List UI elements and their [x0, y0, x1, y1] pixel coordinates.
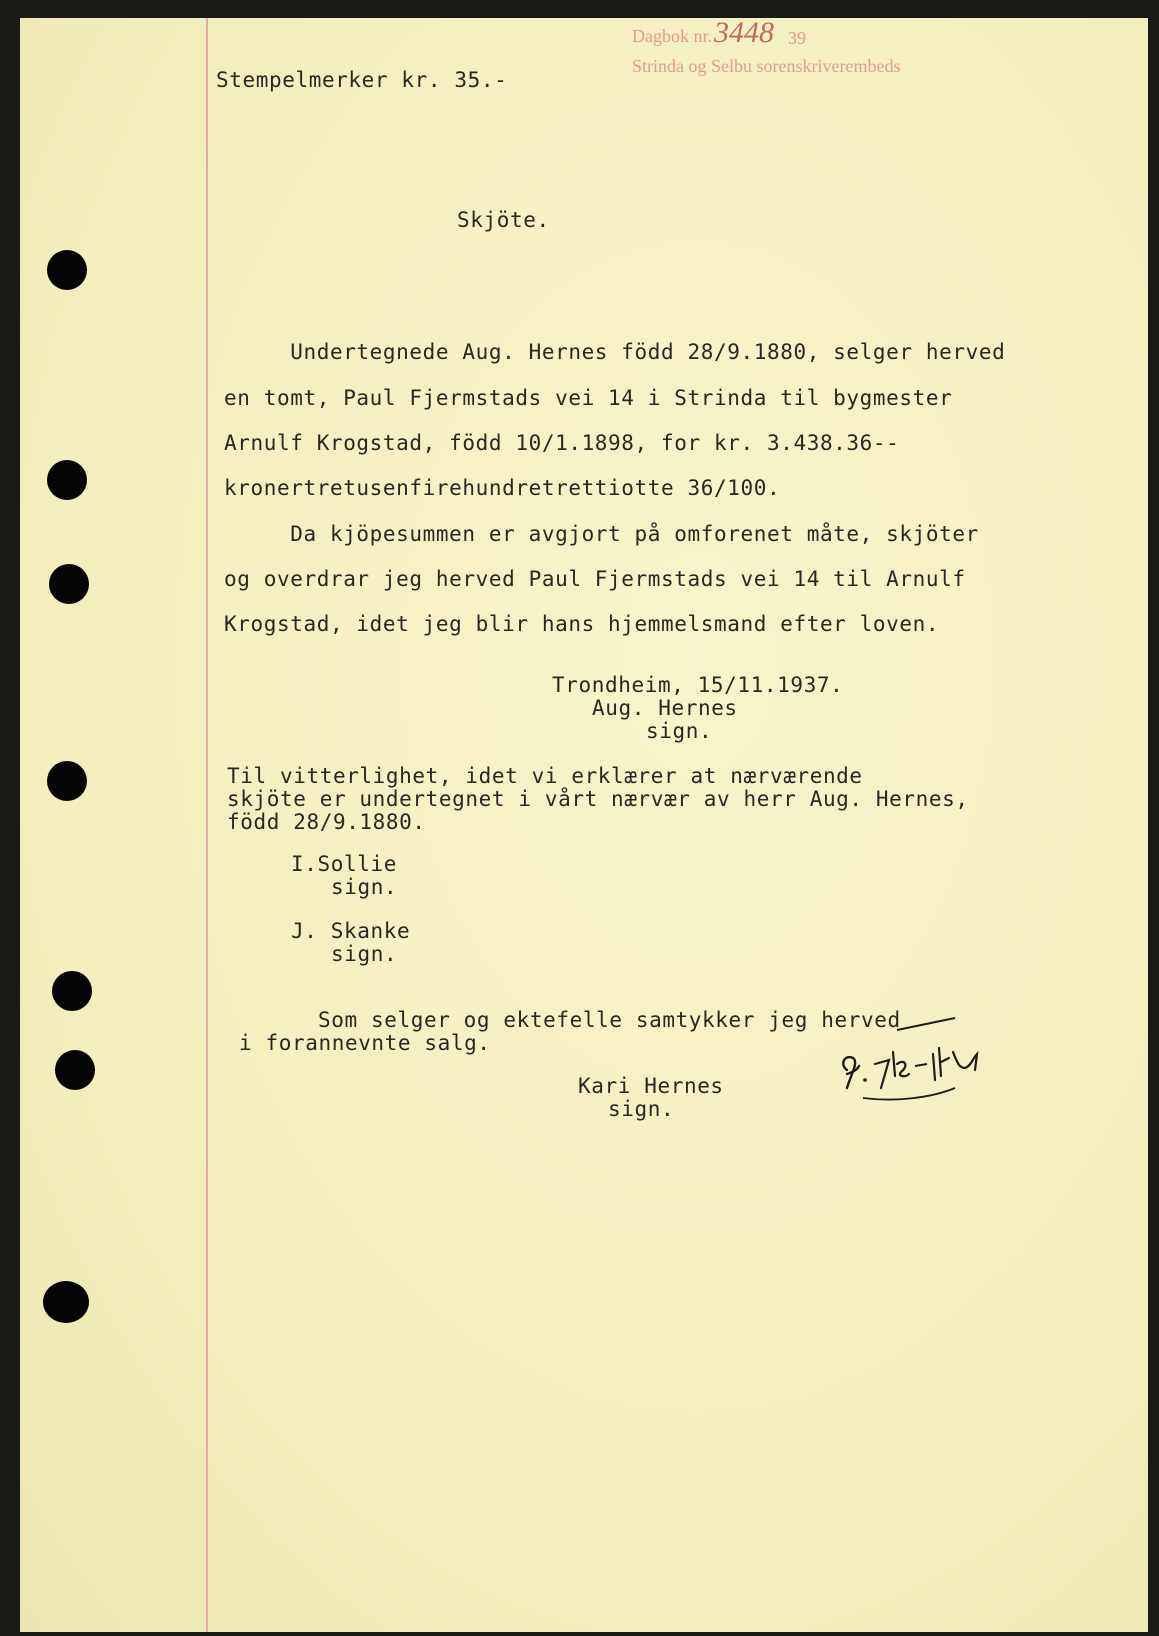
seller-sign: sign.	[646, 719, 713, 743]
binder-hole-5	[52, 971, 92, 1011]
body-line: en tomt, Paul Fjermstads vei 14 i Strinda til bygmester	[224, 386, 953, 410]
stamp-dagbok-number: 3448	[714, 18, 774, 49]
witness-name: J. Skanke	[291, 919, 411, 943]
body-line: Da kjöpesummen er avgjort på omforenet måte, skjöter	[224, 522, 979, 546]
margin-line	[206, 18, 208, 1632]
document-title: Skjöte.	[457, 208, 550, 232]
body-line: Undertegnede Aug. Hernes född 28/9.1880, selger herved	[224, 340, 1006, 364]
stamp-dagbok-label: Dagbok nr.	[632, 26, 712, 46]
consent-line: i forannevnte salg.	[239, 1031, 491, 1055]
spouse-name: Kari Hernes	[578, 1074, 724, 1098]
header-note: Stempelmerker kr. 35.-	[216, 68, 508, 92]
body-line: Krogstad, idet jeg blir hans hjemmelsmand efter loven.	[224, 612, 940, 636]
witness-line: skjöte er undertegnet i vårt nærvær av herr Aug. Hernes,	[227, 787, 969, 811]
body-line: Arnulf Krogstad, född 10/1.1898, for kr. 3.438.36--	[224, 431, 900, 455]
binder-hole-1	[47, 250, 87, 290]
stamp-office: Strinda og Selbu sorenskriverembeds	[632, 56, 901, 76]
place-date: Trondheim, 15/11.1937.	[552, 673, 844, 697]
witness-name: I.Sollie	[291, 852, 397, 876]
binder-hole-6	[55, 1050, 95, 1090]
document-page	[20, 18, 1148, 1632]
consent-line: Som selger og ektefelle samtykker jeg herved	[318, 1008, 901, 1032]
body-line: og overdrar jeg herved Paul Fjermstads vei 14 til Arnulf	[224, 567, 966, 591]
handwritten-annotation	[835, 1018, 995, 1118]
seller-name: Aug. Hernes	[592, 696, 738, 720]
witness-line: född 28/9.1880.	[227, 810, 426, 834]
stamp-dagbok-suffix: 39	[788, 28, 806, 48]
binder-hole-4	[47, 761, 87, 801]
spouse-sign: sign.	[608, 1097, 675, 1121]
binder-hole-7	[43, 1281, 89, 1323]
binder-hole-2	[47, 460, 87, 500]
body-line: kronertretusenfirehundretrettiotte 36/100.	[224, 476, 781, 500]
binder-hole-3	[49, 564, 89, 604]
witness-sign: sign.	[331, 875, 398, 899]
witness-line: Til vitterlighet, idet vi erklærer at nærværende	[227, 764, 863, 788]
witness-sign: sign.	[331, 942, 398, 966]
